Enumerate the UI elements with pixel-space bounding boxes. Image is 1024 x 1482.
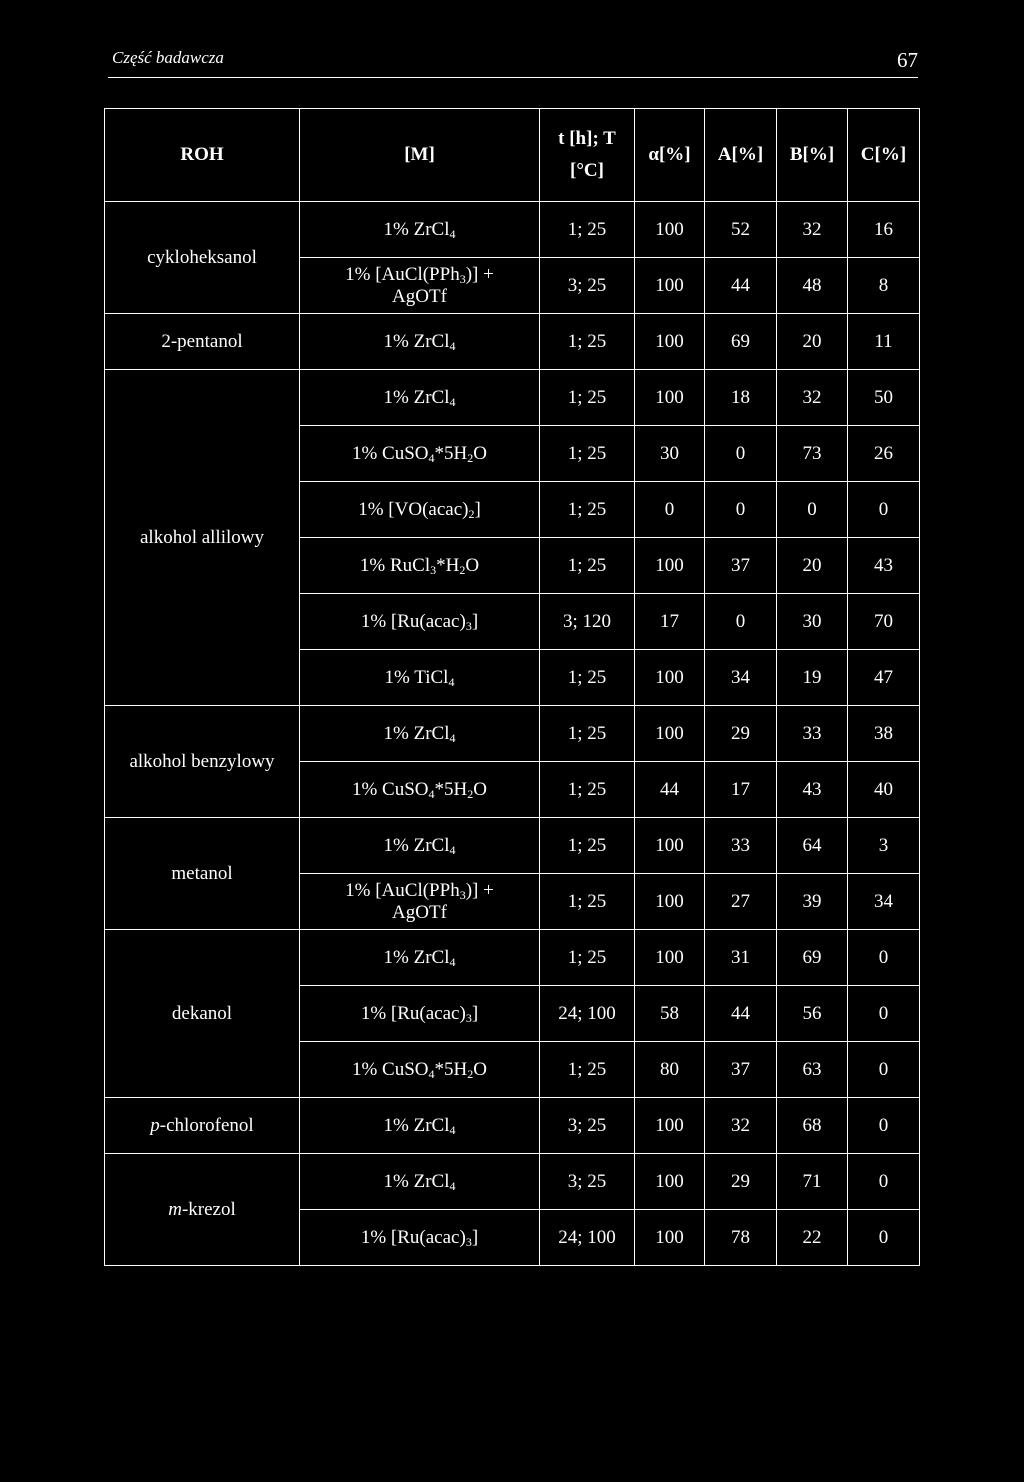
c-cell: 8 (848, 258, 920, 314)
results-table (104, 108, 920, 1266)
catalyst-cell: 1% $[VO(acac)_2]$ (300, 482, 540, 538)
c-cell: 34 (848, 874, 920, 930)
roh-cell: m-krezol (105, 1154, 300, 1266)
a-cell: 0 (705, 482, 777, 538)
alpha-cell: 100 (635, 538, 705, 594)
c-cell: 40 (848, 762, 920, 818)
b-cell: 56 (777, 986, 848, 1042)
b-cell: 19 (777, 650, 848, 706)
a-cell: 33 (705, 818, 777, 874)
time-temp-cell: 1; 25 (540, 706, 635, 762)
alpha-cell: 100 (635, 874, 705, 930)
table-row (105, 1098, 920, 1154)
table-row (105, 1154, 920, 1210)
table-row (105, 930, 920, 986)
col-t-line2: [°C] (570, 160, 604, 181)
col-c: C[%] (848, 109, 920, 202)
alpha-cell: 100 (635, 1154, 705, 1210)
b-cell: 39 (777, 874, 848, 930)
alpha-cell: 0 (635, 482, 705, 538)
header-rule (108, 77, 918, 78)
time-temp-cell: 1; 25 (540, 930, 635, 986)
catalyst-cell: 1% TiCl$_4$ (300, 650, 540, 706)
alpha-cell: 100 (635, 706, 705, 762)
table-row (105, 706, 920, 762)
alpha-cell: 100 (635, 370, 705, 426)
b-cell: 48 (777, 258, 848, 314)
time-temp-cell: 1; 25 (540, 482, 635, 538)
col-t (540, 109, 635, 202)
table-row (105, 314, 920, 370)
alpha-cell: 100 (635, 314, 705, 370)
b-cell: 69 (777, 930, 848, 986)
time-temp-cell: 1; 25 (540, 370, 635, 426)
table-row (105, 818, 920, 874)
b-cell: 20 (777, 538, 848, 594)
b-cell: 0 (777, 482, 848, 538)
a-cell: 29 (705, 706, 777, 762)
c-cell: 0 (848, 1210, 920, 1266)
time-temp-cell: 1; 25 (540, 538, 635, 594)
time-temp-cell: 24; 100 (540, 986, 635, 1042)
alpha-cell: 80 (635, 1042, 705, 1098)
col-m: [M] (300, 109, 540, 202)
a-cell: 29 (705, 1154, 777, 1210)
catalyst-cell: 1% [AuCl(PPh$_3$)] + AgOTf (300, 874, 540, 930)
time-temp-cell: 1; 25 (540, 818, 635, 874)
time-temp-cell: 1; 25 (540, 874, 635, 930)
alpha-cell: 44 (635, 762, 705, 818)
catalyst-cell: 1% ZrCl$_4$ (300, 818, 540, 874)
alpha-cell: 58 (635, 986, 705, 1042)
c-cell: 3 (848, 818, 920, 874)
b-cell: 30 (777, 594, 848, 650)
b-cell: 22 (777, 1210, 848, 1266)
catalyst-cell: 1% $[Ru(acac)_3]$ (300, 1210, 540, 1266)
table-row (105, 202, 920, 258)
a-cell: 32 (705, 1098, 777, 1154)
alpha-cell: 30 (635, 426, 705, 482)
roh-cell: alkohol benzylowy (105, 706, 300, 818)
col-b: B[%] (777, 109, 848, 202)
catalyst-cell: 1% $CuSO_4*5H_2O$ (300, 426, 540, 482)
catalyst-cell: 1% $RuCl_3*H_2O$ (300, 538, 540, 594)
time-temp-cell: 1; 25 (540, 314, 635, 370)
alpha-cell: 100 (635, 650, 705, 706)
b-cell: 20 (777, 314, 848, 370)
col-roh: ROH (105, 109, 300, 202)
a-cell: 37 (705, 1042, 777, 1098)
header-row (105, 109, 920, 202)
section-title: Część badawcza (112, 48, 224, 67)
roh-cell: cykloheksanol (105, 202, 300, 314)
catalyst-cell: 1% ZrCl$_4$ (300, 314, 540, 370)
b-cell: 73 (777, 426, 848, 482)
a-cell: 17 (705, 762, 777, 818)
alpha-cell: 100 (635, 1210, 705, 1266)
c-cell: 47 (848, 650, 920, 706)
catalyst-cell: 1% $CuSO_4*5H_2O$ (300, 762, 540, 818)
a-cell: 0 (705, 426, 777, 482)
roh-cell: dekanol (105, 930, 300, 1098)
a-cell: 37 (705, 538, 777, 594)
roh-cell: 2-pentanol (105, 314, 300, 370)
b-cell: 33 (777, 706, 848, 762)
time-temp-cell: 3; 25 (540, 1154, 635, 1210)
b-cell: 68 (777, 1098, 848, 1154)
catalyst-cell: 1% $[Ru(acac)_3]$ (300, 986, 540, 1042)
time-temp-cell: 1; 25 (540, 426, 635, 482)
catalyst-cell: 1% ZrCl$_4$ (300, 706, 540, 762)
c-cell: 26 (848, 426, 920, 482)
page-number: 67 (897, 48, 918, 72)
a-cell: 69 (705, 314, 777, 370)
a-cell: 78 (705, 1210, 777, 1266)
time-temp-cell: 24; 100 (540, 1210, 635, 1266)
a-cell: 31 (705, 930, 777, 986)
a-cell: 44 (705, 258, 777, 314)
catalyst-cell: 1% ZrCl$_4$ (300, 930, 540, 986)
alpha-cell: 100 (635, 818, 705, 874)
c-cell: 11 (848, 314, 920, 370)
table-row (105, 370, 920, 426)
b-cell: 64 (777, 818, 848, 874)
alpha-cell: 17 (635, 594, 705, 650)
c-cell: 0 (848, 1098, 920, 1154)
a-cell: 27 (705, 874, 777, 930)
c-cell: 0 (848, 1154, 920, 1210)
catalyst-cell: 1% ZrCl$_4$ (300, 370, 540, 426)
time-temp-cell: 1; 25 (540, 762, 635, 818)
alpha-cell: 100 (635, 930, 705, 986)
c-cell: 43 (848, 538, 920, 594)
alpha-cell: 100 (635, 1098, 705, 1154)
b-cell: 32 (777, 370, 848, 426)
time-temp-cell: 3; 25 (540, 1098, 635, 1154)
col-t-line1: t [h]; T (558, 128, 616, 149)
b-cell: 43 (777, 762, 848, 818)
c-cell: 70 (848, 594, 920, 650)
a-cell: 18 (705, 370, 777, 426)
a-cell: 0 (705, 594, 777, 650)
time-temp-cell: 3; 25 (540, 258, 635, 314)
time-temp-cell: 1; 25 (540, 1042, 635, 1098)
c-cell: 38 (848, 706, 920, 762)
col-a: A[%] (705, 109, 777, 202)
alpha-cell: 100 (635, 202, 705, 258)
roh-cell: metanol (105, 818, 300, 930)
c-cell: 50 (848, 370, 920, 426)
b-cell: 71 (777, 1154, 848, 1210)
time-temp-cell: 1; 25 (540, 202, 635, 258)
catalyst-cell: 1% ZrCl$_4$ (300, 1154, 540, 1210)
c-cell: 0 (848, 930, 920, 986)
a-cell: 52 (705, 202, 777, 258)
catalyst-cell: 1% [AuCl(PPh$_3$)] + AgOTf (300, 258, 540, 314)
catalyst-cell: 1% ZrCl$_4$ (300, 202, 540, 258)
roh-cell: alkohol allilowy (105, 370, 300, 706)
a-cell: 34 (705, 650, 777, 706)
a-cell: 44 (705, 986, 777, 1042)
c-cell: 0 (848, 986, 920, 1042)
catalyst-cell: 1% $CuSO_4*5H_2O$ (300, 1042, 540, 1098)
col-alpha: α[%] (635, 109, 705, 202)
catalyst-cell: 1% $[Ru(acac)_3]$ (300, 594, 540, 650)
time-temp-cell: 3; 120 (540, 594, 635, 650)
c-cell: 0 (848, 1042, 920, 1098)
c-cell: 0 (848, 482, 920, 538)
b-cell: 63 (777, 1042, 848, 1098)
roh-cell: p-chlorofenol (105, 1098, 300, 1154)
c-cell: 16 (848, 202, 920, 258)
b-cell: 32 (777, 202, 848, 258)
time-temp-cell: 1; 25 (540, 650, 635, 706)
catalyst-cell: 1% ZrCl$_4$ (300, 1098, 540, 1154)
alpha-cell: 100 (635, 258, 705, 314)
